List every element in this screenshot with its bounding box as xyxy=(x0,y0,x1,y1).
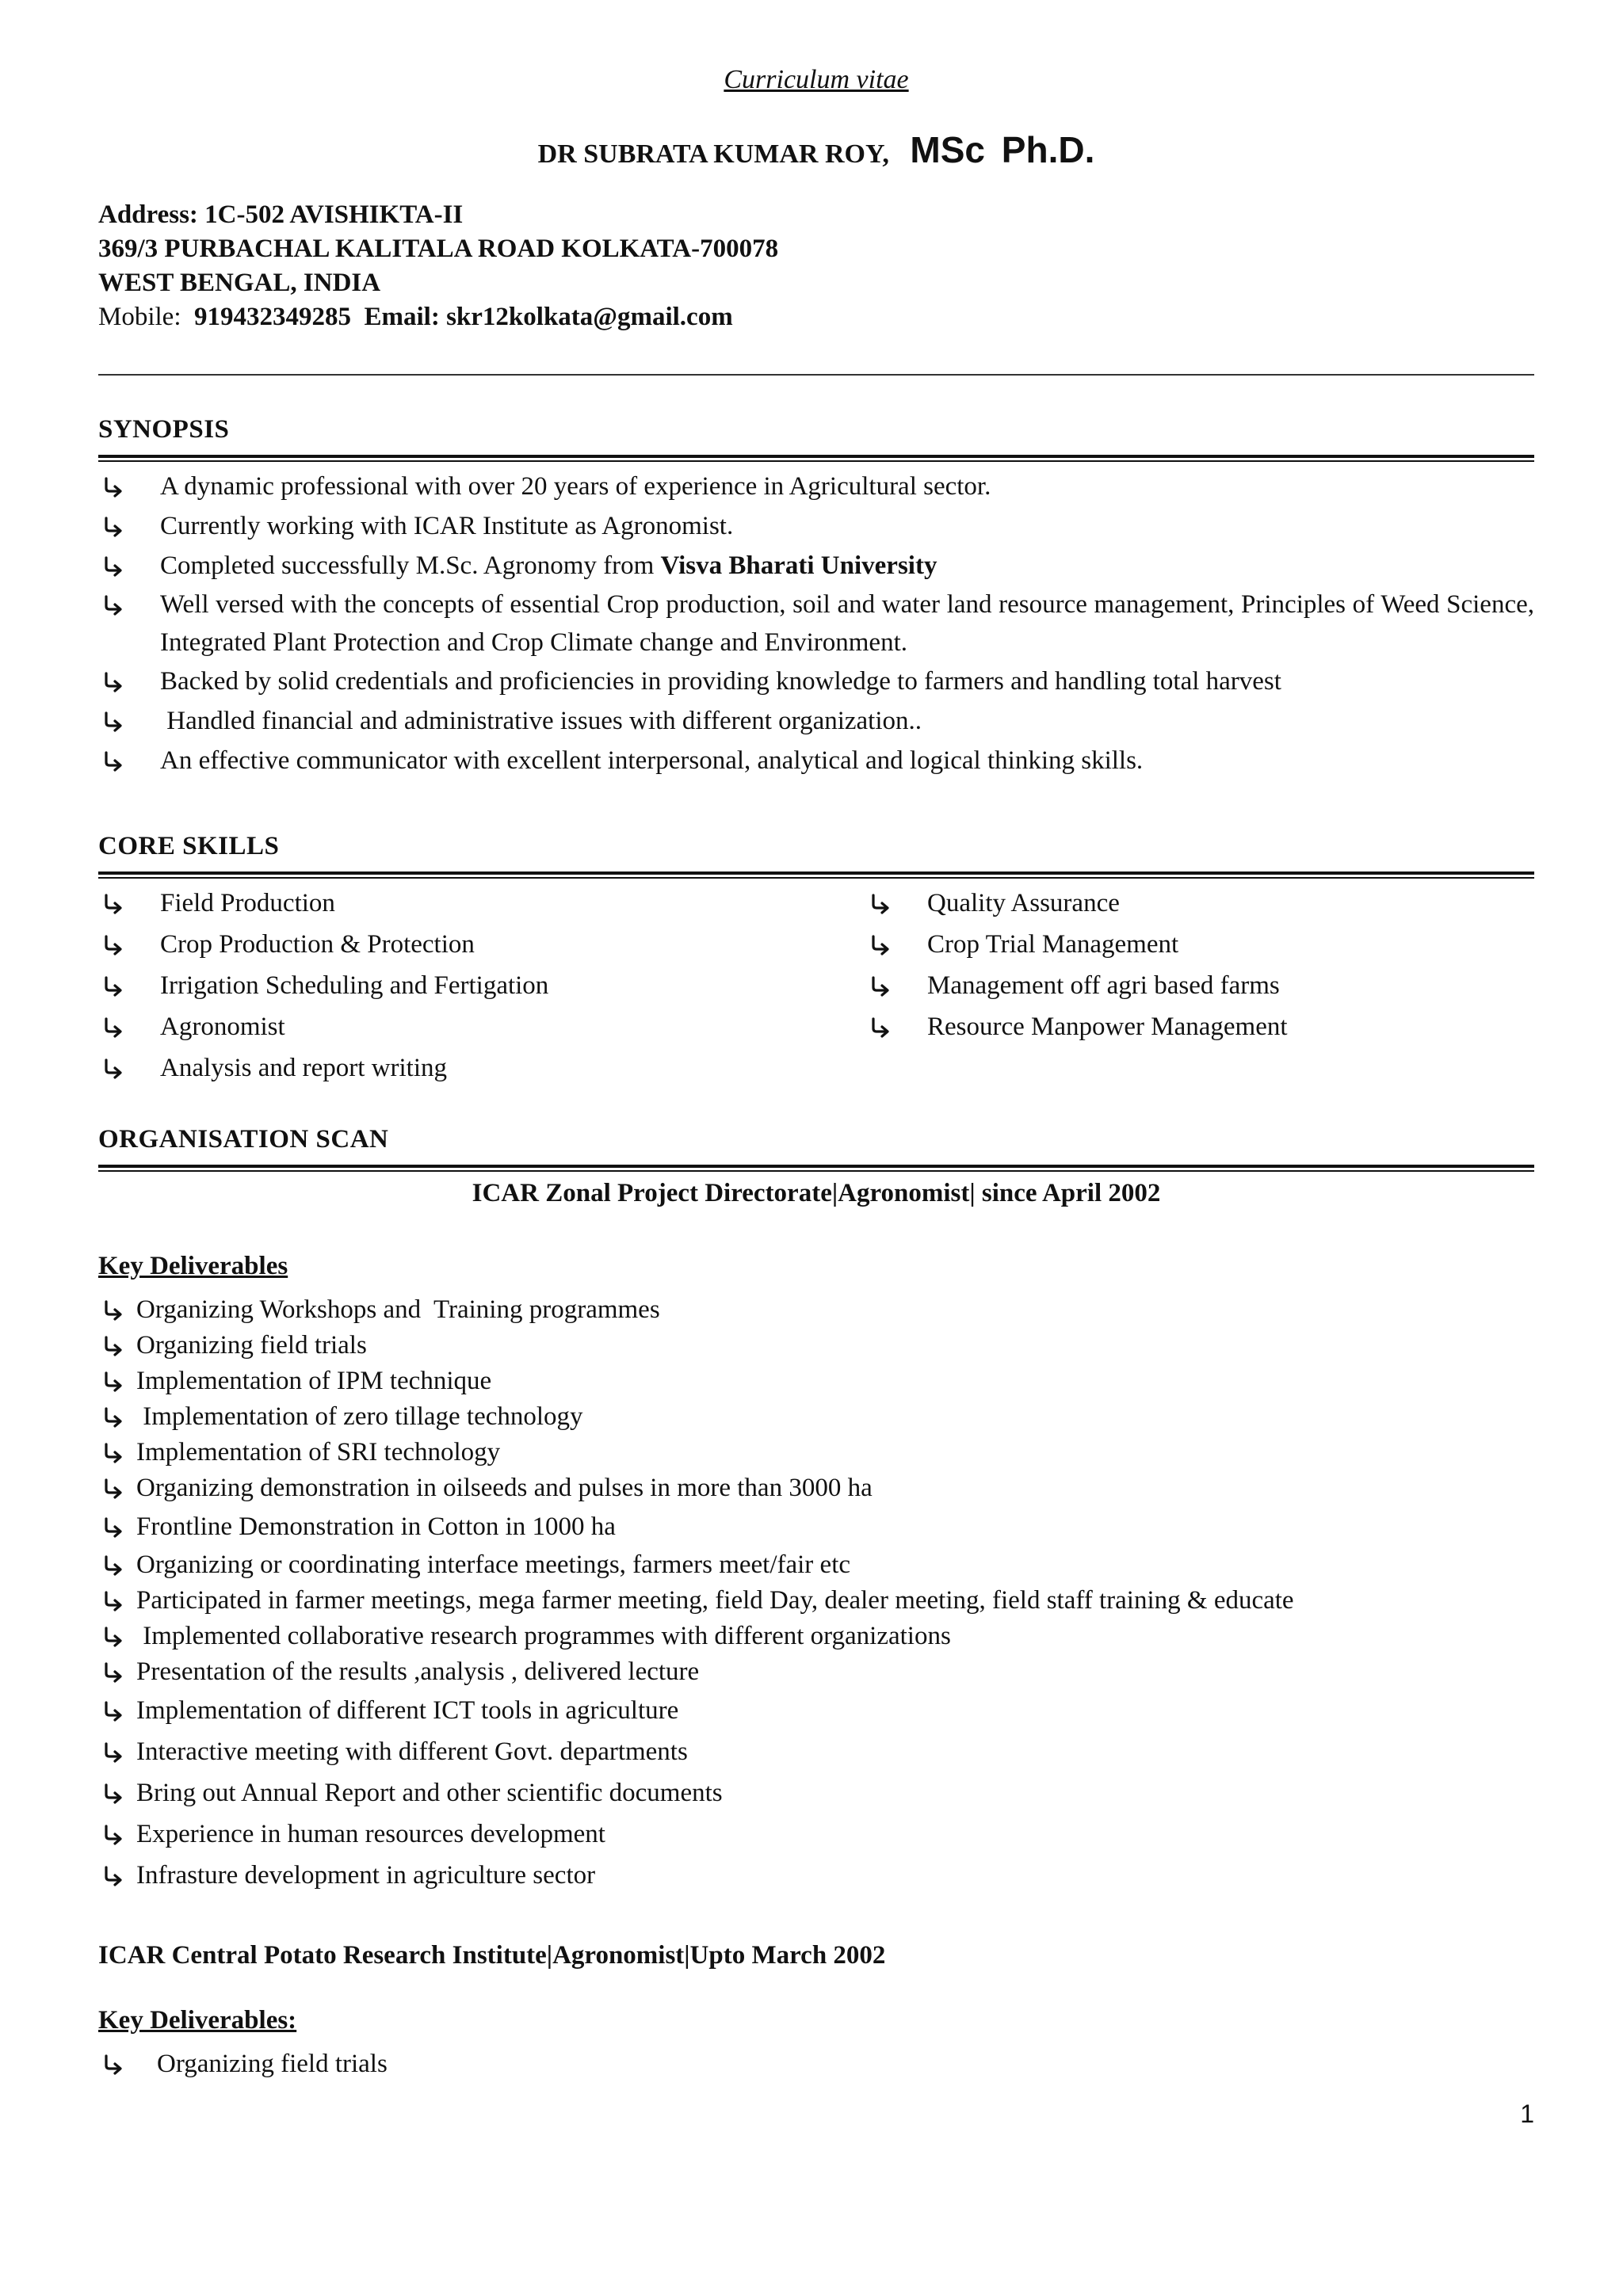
hooked-arrow-icon xyxy=(101,1654,127,1690)
list-item: A dynamic professional with over 20 years of experience in Agricultural sector. xyxy=(98,467,1534,506)
list-item: Organizing field trials xyxy=(98,1328,1534,1363)
hooked-arrow-icon xyxy=(101,1435,127,1470)
core-skills-title: CORE SKILLS xyxy=(98,832,280,860)
list-item: Quality Assurance xyxy=(865,883,1534,924)
hooked-arrow-icon xyxy=(101,965,127,1006)
mobile-label: Mobile: xyxy=(98,303,181,331)
document-title: Curriculum vitae xyxy=(724,65,909,94)
hooked-arrow-icon xyxy=(101,1006,127,1047)
org1-heading: ICAR Zonal Project Directorate|Agronomist| since April 2002 xyxy=(472,1179,1161,1207)
hooked-arrow-icon xyxy=(869,883,894,924)
header-divider xyxy=(98,374,1534,376)
mobile-number: 919432349285 xyxy=(194,303,351,331)
email-label: Email: xyxy=(364,303,440,331)
list-item: Crop Trial Management xyxy=(865,924,1534,965)
list-item: Field Production xyxy=(98,883,812,924)
hooked-arrow-icon xyxy=(101,1619,127,1654)
list-item: Implementation of SRI technology xyxy=(98,1435,1534,1470)
hooked-arrow-icon xyxy=(101,1547,127,1583)
list-item: Crop Production & Protection xyxy=(98,924,812,965)
list-item: Implementation of different ICT tools in agriculture xyxy=(98,1690,1534,1731)
address-line-2: 369/3 PURBACHAL KALITALA ROAD KOLKATA-700078 xyxy=(98,235,779,263)
university-name: Visva Bharati University xyxy=(660,551,938,580)
list-item: Participated in farmer meetings, mega farmer meeting, field Day, dealer meeting, field staff training & educate xyxy=(98,1583,1534,1619)
organisation-rule xyxy=(98,1165,1534,1172)
list-item: Currently working with ICAR Institute as Agronomist. xyxy=(98,506,1534,546)
contact-line xyxy=(98,300,778,334)
list-item: Organizing Workshops and Training programmes xyxy=(98,1292,1534,1328)
hooked-arrow-icon xyxy=(101,662,127,701)
address-line-3: WEST BENGAL, INDIA xyxy=(98,269,381,297)
list-item: Bring out Annual Report and other scientific documents xyxy=(98,1772,1534,1814)
address-line-1: Address: 1C-502 AVISHIKTA-II xyxy=(98,200,464,229)
list-item: Presentation of the results ,analysis , delivered lecture xyxy=(98,1654,1534,1690)
list-item: An effective communicator with excellent interpersonal, analytical and logical thinking skills. xyxy=(98,741,1534,780)
org1-deliverables-list xyxy=(98,1292,1534,1896)
hooked-arrow-icon xyxy=(101,883,127,924)
list-item: Implementation of IPM technique xyxy=(98,1363,1534,1399)
list-item: Organizing demonstration in oilseeds and pulses in more than 3000 ha xyxy=(98,1470,1534,1506)
org2-heading: ICAR Central Potato Research Institute|Agronomist|Upto March 2002 xyxy=(98,1941,886,1970)
hooked-arrow-icon xyxy=(101,1855,127,1896)
synopsis-rule xyxy=(98,455,1534,462)
synopsis-list xyxy=(98,467,1534,780)
list-item: Organizing or coordinating interface meetings, farmers meet/fair etc xyxy=(98,1547,1534,1583)
hooked-arrow-icon xyxy=(101,546,127,585)
hooked-arrow-icon xyxy=(101,1047,127,1089)
hooked-arrow-icon xyxy=(869,1006,894,1047)
hooked-arrow-icon xyxy=(101,585,127,624)
hooked-arrow-icon xyxy=(101,741,127,780)
list-item: Frontline Demonstration in Cotton in 1000 ha xyxy=(98,1506,1534,1547)
hooked-arrow-icon xyxy=(101,1814,127,1855)
synopsis-title: SYNOPSIS xyxy=(98,415,230,444)
list-item: Interactive meeting with different Govt. departments xyxy=(98,1731,1534,1772)
hooked-arrow-icon xyxy=(101,1731,127,1772)
hooked-arrow-icon xyxy=(869,924,894,965)
list-item: Management off agri based farms xyxy=(865,965,1534,1006)
list-item: Organizing field trials xyxy=(98,2044,1534,2084)
resume-page xyxy=(98,0,1534,2296)
hooked-arrow-icon xyxy=(101,1363,127,1399)
hooked-arrow-icon xyxy=(101,1506,127,1547)
hooked-arrow-icon xyxy=(101,924,127,965)
list-item: Agronomist xyxy=(98,1006,812,1047)
degree: MSc Ph.D. xyxy=(910,129,1095,170)
list-item: Handled financial and administrative issues with different organization.. xyxy=(98,701,1534,741)
list-item: Completed successfully M.Sc. Agronomy from Visva Bharati University xyxy=(98,546,1534,585)
list-item: Well versed with the concepts of essential Crop production, soil and water land resource management, Principles of Weed Science, Integrated Plant Protection and Crop Climate change and Environment. xyxy=(98,585,1534,662)
hooked-arrow-icon xyxy=(101,1328,127,1363)
hooked-arrow-icon xyxy=(101,1470,127,1506)
hooked-arrow-icon xyxy=(101,701,127,741)
hooked-arrow-icon xyxy=(101,467,127,506)
hooked-arrow-icon xyxy=(101,1583,127,1619)
person-name: DR SUBRATA KUMAR ROY, xyxy=(537,139,889,169)
organisation-title: ORGANISATION SCAN xyxy=(98,1125,389,1154)
hooked-arrow-icon xyxy=(101,2044,127,2084)
list-item: Experience in human resources development xyxy=(98,1814,1534,1855)
list-item: Implemented collaborative research programmes with different organizations xyxy=(98,1619,1534,1654)
org1-key-deliverables-title: Key Deliverables xyxy=(98,1252,288,1280)
hooked-arrow-icon xyxy=(869,965,894,1006)
core-skills-left-list xyxy=(98,883,812,1089)
hooked-arrow-icon xyxy=(101,506,127,546)
list-item: Implementation of zero tillage technology xyxy=(98,1399,1534,1435)
page-number: 1 xyxy=(1520,2100,1534,2128)
hooked-arrow-icon xyxy=(101,1690,127,1731)
list-item: Analysis and report writing xyxy=(98,1047,812,1089)
hooked-arrow-icon xyxy=(101,1292,127,1328)
email-address: skr12kolkata@gmail.com xyxy=(446,303,733,331)
list-item: Backed by solid credentials and proficiencies in providing knowledge to farmers and handling total harvest xyxy=(98,662,1534,701)
org2-deliverables-list xyxy=(98,2044,1534,2084)
org2-key-deliverables-title: Key Deliverables: xyxy=(98,2006,297,2035)
core-skills-rule xyxy=(98,871,1534,879)
list-item: Infrasture development in agriculture sector xyxy=(98,1855,1534,1896)
core-skills-right-list xyxy=(865,883,1534,1047)
hooked-arrow-icon xyxy=(101,1772,127,1814)
list-item: Irrigation Scheduling and Fertigation xyxy=(98,965,812,1006)
address-block xyxy=(98,198,778,334)
list-item: Resource Manpower Management xyxy=(865,1006,1534,1047)
name-line xyxy=(98,128,1534,171)
hooked-arrow-icon xyxy=(101,1399,127,1435)
